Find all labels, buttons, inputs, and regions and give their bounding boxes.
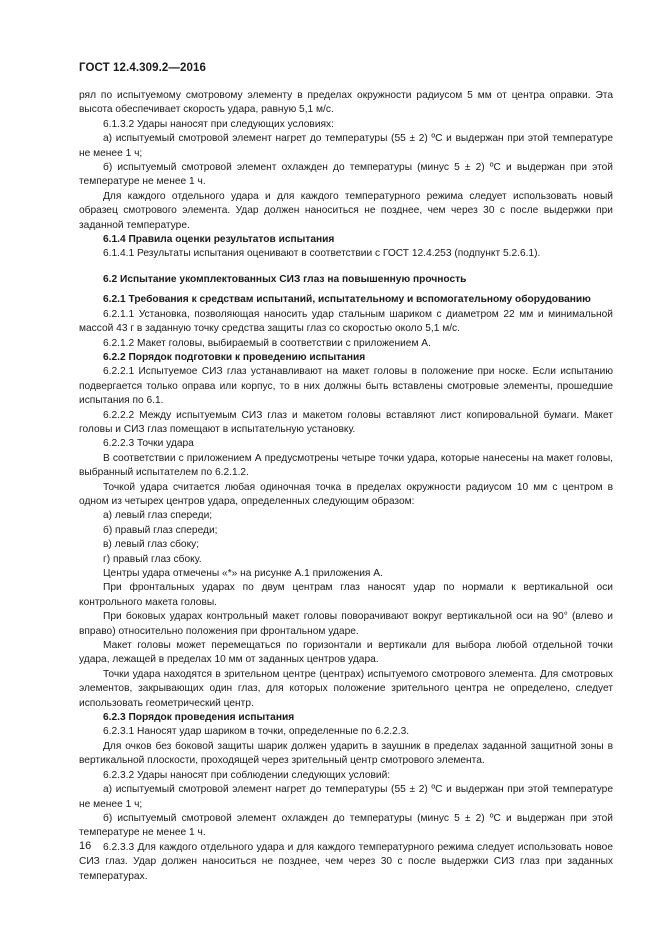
paragraph: Для каждого отдельного удара и для каждого температурного режима следует использовать новый образец смотрового элемента. Удар должен наноситься не позднее, чем через 30 с после выдержки при заданной температуре. bbox=[79, 190, 613, 231]
document-header: ГОСТ 12.4.309.2—2016 bbox=[79, 62, 206, 74]
paragraph: 6.2.3.2 Удары наносят при соблюдении следующих условий: bbox=[103, 769, 391, 781]
paragraph: В соответствии с приложением А предусмотрены четыре точки удара, которые нанесены на макет головы, выбранный испытателем по 6.2.1.2. bbox=[79, 452, 613, 479]
paragraph: При боковых ударах контрольный макет головы поворачивают вокруг вертикальной оси на 90° (влево и вправо) относительно положения при фронтальном ударе. bbox=[79, 611, 613, 637]
section-heading: 6.1.4 Правила оценки результатов испытания bbox=[103, 234, 335, 246]
paragraph: а) испытуемый смотровой элемент нагрет до температуры (55 ± 2) ºС и выдержан при этой температуре не менее 1 ч; bbox=[79, 784, 613, 810]
paragraph: б) испытуемый смотровой элемент охлажден до температуры (минус 5 ± 2) ºС и выдержан при этой температуре не менее 1 ч. bbox=[79, 162, 613, 188]
paragraph: б) правый глаз спереди; bbox=[103, 524, 218, 536]
document-body bbox=[79, 89, 613, 884]
paragraph: рял по испытуемому смотровому элементу в пределах окружности радиусом 5 мм от центра оправки. Эта высота обеспечивает скорость удара, равную 5,1 м/с. bbox=[79, 90, 613, 116]
paragraph: б) испытуемый смотровой элемент охлажден до температуры (минус 5 ± 2) ºС и выдержан при этой температуре не менее 1 ч. bbox=[79, 812, 613, 839]
paragraph: а) левый глаз спереди; bbox=[103, 510, 213, 522]
paragraph: Макет головы может перемещаться по горизонтали и вертикали для выбора любой отдельной точки удара, лежащей в пределах 10 мм от заданных центров удара. bbox=[79, 640, 613, 666]
page-number: 16 bbox=[79, 840, 92, 852]
paragraph: 6.2.2.3 Точки удара bbox=[103, 438, 194, 450]
paragraph: а) испытуемый смотровой элемент нагрет до температуры (55 ± 2) ºС и выдержан при этой температуре не менее 1 ч; bbox=[79, 133, 613, 159]
paragraph: При фронтальных ударах по двум центрам глаз наносят удар по нормали к вертикальной оси контрольного макета головы. bbox=[79, 582, 613, 608]
paragraph: 6.2.1.1 Установка, позволяющая наносить удар стальным шариком с диаметром 22 мм и минимальной массой 43 г в заданную точку средства защиты глаз со скоростью около 5,1 м/с. bbox=[79, 308, 613, 335]
paragraph: Центры удара отмечены «*» на рисунке А.1 приложения А. bbox=[103, 568, 383, 579]
paragraph: Точкой удара считается любая одиночная точка в пределах окружности радиусом 10 мм с центром в одном из четырех центров удара, определенных следующим образом: bbox=[79, 481, 613, 507]
paragraph: Для очков без боковой защиты шарик должен ударить в заушник в пределах заданной защитной зоны в вертикальной плоскости, проходящей через зрительный центр смотрового элемента. bbox=[79, 740, 613, 767]
section-heading: 6.2.1 Требования к средствам испытаний, испытательному и вспомогательному оборудованию bbox=[103, 294, 591, 306]
paragraph: 6.1.4.1 Результаты испытания оценивают в соответствии с ГОСТ 12.4.253 (подпункт 5.2.6.1). bbox=[103, 248, 541, 260]
paragraph: 6.2.3.3 Для каждого отдельного удара и для каждого температурного режима следует использовать новое СИЗ глаз. Удар должен наноситься не позднее, чем через 30 с после выдержки СИЗ глаз при заданных температурах. bbox=[79, 841, 613, 882]
section-heading: 6.2.3 Порядок проведения испытания bbox=[103, 712, 295, 724]
section-heading: 6.2.2 Порядок подготовки к проведению испытания bbox=[103, 351, 366, 363]
paragraph: 6.2.2.2 Между испытуемым СИЗ глаз и макетом головы вставляют лист копировальной бумаги. Макет головы и СИЗ глаз помещают в испытательную установку. bbox=[79, 409, 613, 435]
paragraph: 6.2.1.2 Макет головы, выбираемый в соответствии с приложением А. bbox=[103, 337, 431, 349]
paragraph: 6.2.2.1 Испытуемое СИЗ глаз устанавливают на макет головы в положение при носке. Если испытанию подвергается только оправа или корпус, то в них должны быть вставлены смотровые элементы, прошедшие испытания по 6.1. bbox=[79, 366, 613, 407]
paragraph: Точки удара находятся в зрительном центре (центрах) испытуемого смотрового элемента. Для смотровых элементов, закрывающих один глаз, для которых положение зрительного центра не определено, следует использовать геометрический центр. bbox=[79, 668, 613, 709]
paragraph: 6.2.3.1 Наносят удар шариком в точки, определенные по 6.2.2.3. bbox=[103, 726, 410, 738]
paragraph: г) правый глаз сбоку. bbox=[103, 553, 202, 565]
paragraph: в) левый глаз сбоку; bbox=[103, 539, 200, 551]
paragraph: 6.1.3.2 Удары наносят при следующих условиях: bbox=[103, 118, 334, 130]
section-heading: 6.2 Испытание укомплектованных СИЗ глаз на повышенную прочность bbox=[103, 273, 467, 285]
